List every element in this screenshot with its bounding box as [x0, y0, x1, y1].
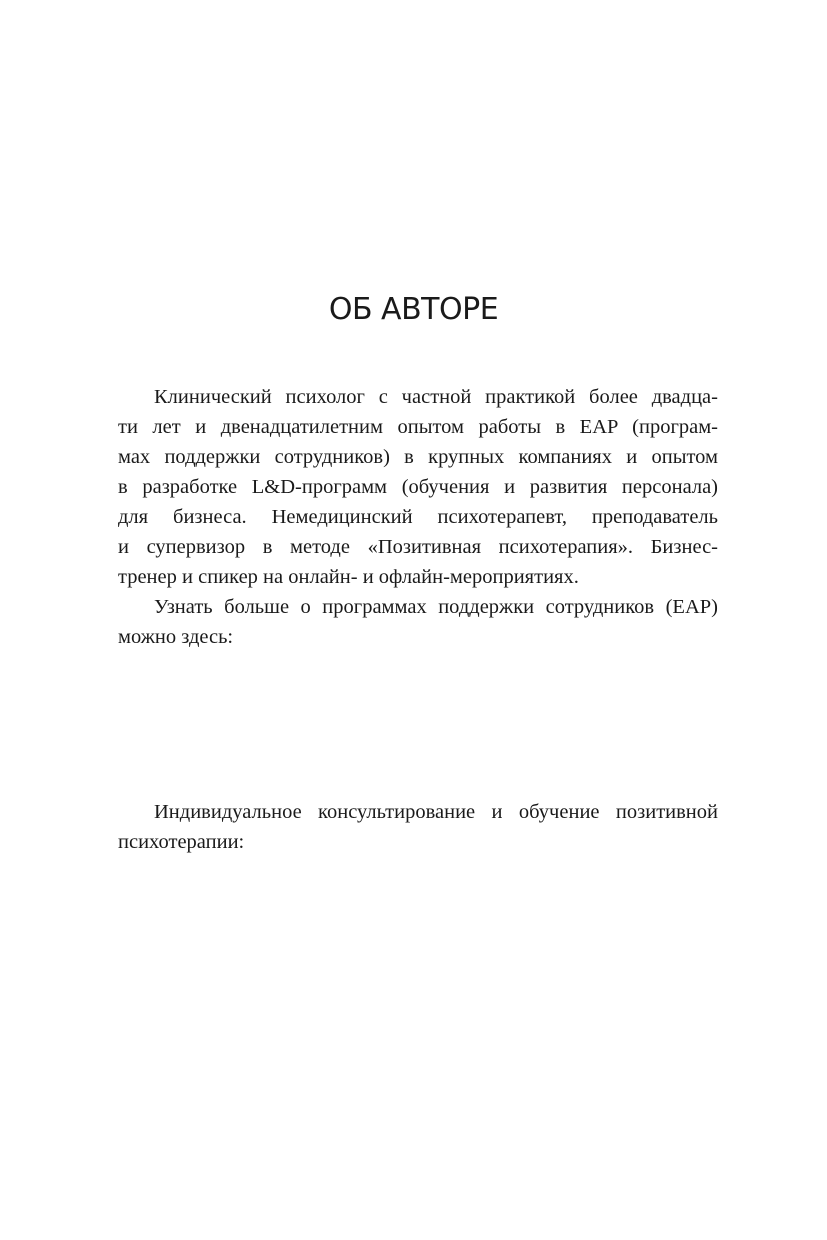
- about-line: ти лет и двенадцатилетним опытом работы в EAP (програм-: [118, 416, 718, 438]
- eap-link-paragraph: [118, 592, 718, 652]
- eap-link-line: Узнать больше о программах поддержки сотрудников (EAP): [154, 596, 718, 618]
- consulting-line: психотерапии:: [118, 831, 245, 853]
- about-line: в разработке L&D-программ (обучения и развития персонала): [118, 476, 718, 498]
- consulting-line: Индивидуальное консультирование и обучение позитивной: [154, 801, 718, 823]
- consulting-section: [118, 797, 718, 857]
- about-line: мах поддержки сотрудников) в крупных компаниях и опытом: [118, 446, 718, 468]
- about-line: для бизнеса. Немедицинский психотерапевт, преподаватель: [118, 506, 718, 528]
- consulting-paragraph: [118, 797, 718, 857]
- about-line: тренер и спикер на онлайн- и офлайн-мероприятиях.: [118, 566, 579, 588]
- about-paragraph: [118, 382, 718, 592]
- about-author-section: [118, 382, 718, 652]
- eap-link-line: можно здесь:: [118, 626, 234, 648]
- page-title: ОБ АВТОРЕ: [328, 292, 499, 327]
- about-line: Клинический психолог с частной практикой более двадца-: [154, 386, 718, 408]
- about-line: и супервизор в методе «Позитивная психотерапия». Бизнес-: [118, 536, 718, 558]
